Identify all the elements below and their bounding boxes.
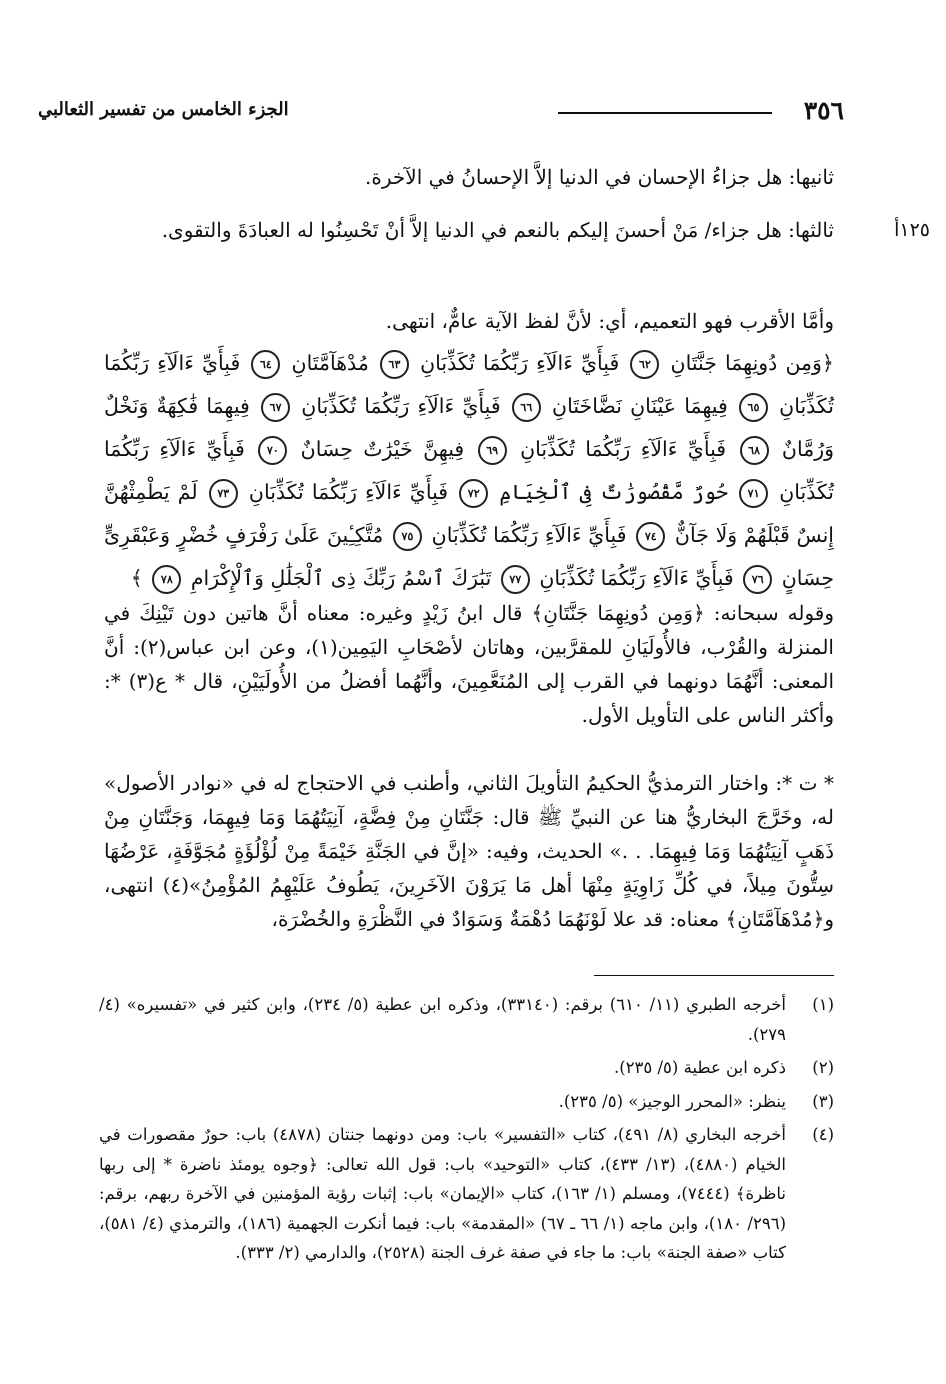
verse-text: فِيهِمَا عَيْنَانِ نَضَّاخَتَانِ bbox=[552, 394, 728, 418]
verse-text: تَبَٰرَكَ ٱسْمُ رَبِّكَ ذِى ٱلْجَلَٰلِ وَٱلْإِكْرَامِ bbox=[190, 566, 492, 590]
footnote-number: (٣) bbox=[812, 1091, 834, 1111]
footnote-item bbox=[99, 1053, 834, 1083]
footnote-separator bbox=[594, 975, 834, 976]
ayah-number-marker: ٦٣ bbox=[380, 350, 409, 379]
verse-text: ﴿وَمِن دُونِهِمَا جَنَّتَانِ bbox=[670, 351, 834, 375]
verse-text: فَبِأَيِّ ءَالَآءِ رَبِّكُمَا تُكَذِّبَانِ bbox=[248, 480, 449, 504]
footnote-item bbox=[99, 990, 834, 1049]
paragraph-hadith: * ت *: واختار الترمذيُّ الحكيمُ التأويلَ الثاني، وأطنب في الاحتجاج له في «نوادر الأصول» له، وخَرَّجَ البخاريُّ هنا عن النبيِّ ﷺ قال: جَنَّتَانِ مِنْ فِضَّةٍ، آنِيَتُهُمَا وَمَا فِيهِمَا، وَجَنَّتَانِ مِنْ ذَهَبٍ آنِيَتُهُمَا وَمَا فِيهِمَا. . .» الحديث، وفيه: «إنَّ في الجَنَّةِ خَيْمَةً مِنْ لُؤْلُؤَةٍ مُجَوَّفَةٍ، عَرْضُهَا سِتُّونَ مِيلاً، في كُلِّ زَاوِيَةٍ مِنْهَا أهل مَا يَرَوْنَ الآخَرِينَ، يَطُوفُ عَلَيْهِمُ المُؤْمِنُ»(٤) انتهى، و﴿مُدْهَآمَّتَانِ﴾ معناه: قد علا لَوْنَهُمَا دُهْمَةٌ وَسَوَادٌ في النَّظْرَةِ والخُضْرَة، bbox=[104, 771, 834, 931]
footnote-text: أخرجه البخاري (٨/ ٤٩١)، كتاب «التفسير» باب: ومن دونهما جنتان (٤٨٧٨) باب: حورٌ مقصورات في الخيام (٤٨٨٠)، (١٣/ ٤٣٣)، كتاب «التوحيد» باب: قول الله تعالى: ﴿وجوه يومئذ ناضرة * إلى ربها ناظرة﴾ (٧٤٤٤)، ومسلم (١/ ١٦٣)، كتاب «الإيمان» باب: إثبات رؤية المؤمنين في الآخرة ربهم، برقم: (٢٩٦/ ١٨٠)، وابن ماجه (١/ ٦٦ ـ ٦٧) «المقدمة» باب: فيما أنكرت الجهمية (١٨٦)، والترمذي (٤/ ٥٨١)، كتاب «صفة الجنة» باب: ما جاء في صفة غرف الجنة (٢٥٢٨)، والدارمي (٢/ ٣٣٣). bbox=[99, 1125, 787, 1262]
verse-text: فَبِأَيِّ ءَالَآءِ رَبِّكُمَا تُكَذِّبَانِ bbox=[520, 437, 727, 461]
footnote-number: (١) bbox=[812, 995, 834, 1014]
ayah-number-marker: ٧٨ bbox=[152, 565, 181, 594]
header-rule bbox=[558, 112, 772, 114]
verse-text: فَبِأَيِّ ءَالَآءِ رَبِّكُمَا تُكَذِّبَانِ bbox=[301, 394, 501, 418]
running-title: الجزء الخامس من تفسير الثعالبي bbox=[38, 99, 289, 120]
ayah-number-marker: ٦٧ bbox=[261, 393, 290, 422]
footnotes bbox=[99, 990, 834, 1272]
quran-verses bbox=[104, 342, 834, 600]
ayah-number-marker: ٦٩ bbox=[478, 436, 507, 465]
ayah-number-marker: ٦٦ bbox=[512, 393, 541, 422]
ayah-number-marker: ٧٢ bbox=[459, 479, 488, 508]
verse-text: فَبِأَيِّ ءَالَآءِ رَبِّكُمَا تُكَذِّبَانِ bbox=[104, 437, 834, 504]
verse-text: فِيهِنَّ خَيْرَٰتٌ حِسَانٌ bbox=[300, 437, 465, 461]
verse-text: مُدْهَآمَّتَانِ bbox=[291, 351, 369, 375]
verse-text: حُورٌ مَّقْصُورَٰتٌ فِى ٱلْخِيَامِ bbox=[499, 480, 728, 504]
margin-folio-note: ١٢٥أ bbox=[894, 219, 930, 241]
ayah-number-marker: ٧٤ bbox=[636, 522, 665, 551]
verse-text: فَبِأَيِّ ءَالَآءِ رَبِّكُمَا تُكَذِّبَانِ bbox=[539, 566, 734, 590]
ayah-number-marker: ٦٥ bbox=[739, 393, 768, 422]
footnote-item bbox=[99, 1120, 834, 1268]
ayah-number-marker: ٦٢ bbox=[630, 350, 659, 379]
ayah-number-marker: ٧٥ bbox=[393, 522, 422, 551]
verse-text: فِيهِمَا فَٰكِهَةٌ وَنَخْلٌ وَرُمَّانٌ bbox=[104, 394, 835, 461]
ayah-number-marker: ٦٤ bbox=[251, 350, 280, 379]
verse-text: فَبِأَيِّ ءَالَآءِ رَبِّكُمَا تُكَذِّبَانِ bbox=[420, 351, 620, 375]
ayah-number-marker: ٧١ bbox=[739, 479, 768, 508]
page-number: ٣٥٦ bbox=[803, 96, 844, 125]
paragraph-second-meaning: ثانيها: هل جزاءُ الإحسان في الدنيا إلاَّ الإحسانُ في الآخرة. bbox=[365, 165, 834, 189]
ayah-number-marker: ٧٦ bbox=[743, 565, 772, 594]
footnote-text: ذكره ابن عطية (٥/ ٢٣٥). bbox=[613, 1058, 786, 1077]
verse-text: فَبِأَيِّ ءَالَآءِ رَبِّكُمَا تُكَذِّبَانِ bbox=[431, 523, 627, 547]
footnote-text: أخرجه الطبري (١١/ ٦١٠) برقم: (٣٣١٤٠)، وذكره ابن عطية (٥/ ٢٣٤)، وابن كثير في «تفسيره» (٤/ ٢٧٩). bbox=[99, 995, 786, 1044]
paragraph-third-meaning: ثالثها: هل جزاء/ مَنْ أحسنَ إليكم بالنعم في الدنيا إلاَّ أنْ تَحْسِنُوا له العبادَةَ والتقوى. bbox=[161, 218, 834, 242]
verse-text: لَمْ يَطْمِثْهُنَّ إِنسٌ قَبْلَهُمْ وَلَا جَآنٌّ bbox=[104, 480, 834, 547]
paragraph-commentary: وقوله سبحانه: ﴿وَمِن دُونِهِمَا جَنَّتَانِ﴾ قال ابنُ زَيْدٍ وغيره: معناه أنَّ هاتين دون تَيْنِكَ في المنزلة والقُرْب، فالأُولَيَانِ للمقرَّبين، وهاتان لأصْحَابِ اليَمِين(١)، وعن ابن عباس(٢): أنَّ المعنى: أنَّهُمَا دونهما في القرب إلى المُنَعَّمِينَ، وأنَّهُما أفضلُ من الأُولَيَيْنِ، قال * ع(٣) *: وأكثر الناس على التأويل الأول. bbox=[104, 601, 834, 727]
footnote-number: (٢) bbox=[812, 1058, 834, 1077]
footnote-number: (٤) bbox=[812, 1125, 834, 1144]
verse-text: مُتَّكِـِٔينَ عَلَىٰ رَفْرَفٍ خُضْرٍ وَعَبْقَرِىٍّ حِسَانٍ bbox=[104, 523, 834, 590]
footnote-item bbox=[99, 1087, 834, 1117]
quran-closing-bracket: ﴾ bbox=[130, 566, 143, 590]
ayah-number-marker: ٧٣ bbox=[209, 479, 238, 508]
ayah-number-marker: ٦٨ bbox=[740, 436, 769, 465]
footnote-text: ينظر: «المحرر الوجيز» (٥/ ٢٣٥). bbox=[558, 1091, 786, 1111]
ayah-number-marker: ٧٧ bbox=[501, 565, 530, 594]
paragraph-conclusion: وأمَّا الأقرب فهو التعميم، أي: لأنَّ لفظ الآية عامٌّ، انتهى. bbox=[385, 309, 834, 333]
running-header bbox=[38, 96, 844, 130]
ayah-number-marker: ٧٠ bbox=[258, 436, 287, 465]
verse-text: فَبِأَيِّ ءَالَآءِ رَبِّكُمَا تُكَذِّبَانِ bbox=[104, 351, 834, 418]
